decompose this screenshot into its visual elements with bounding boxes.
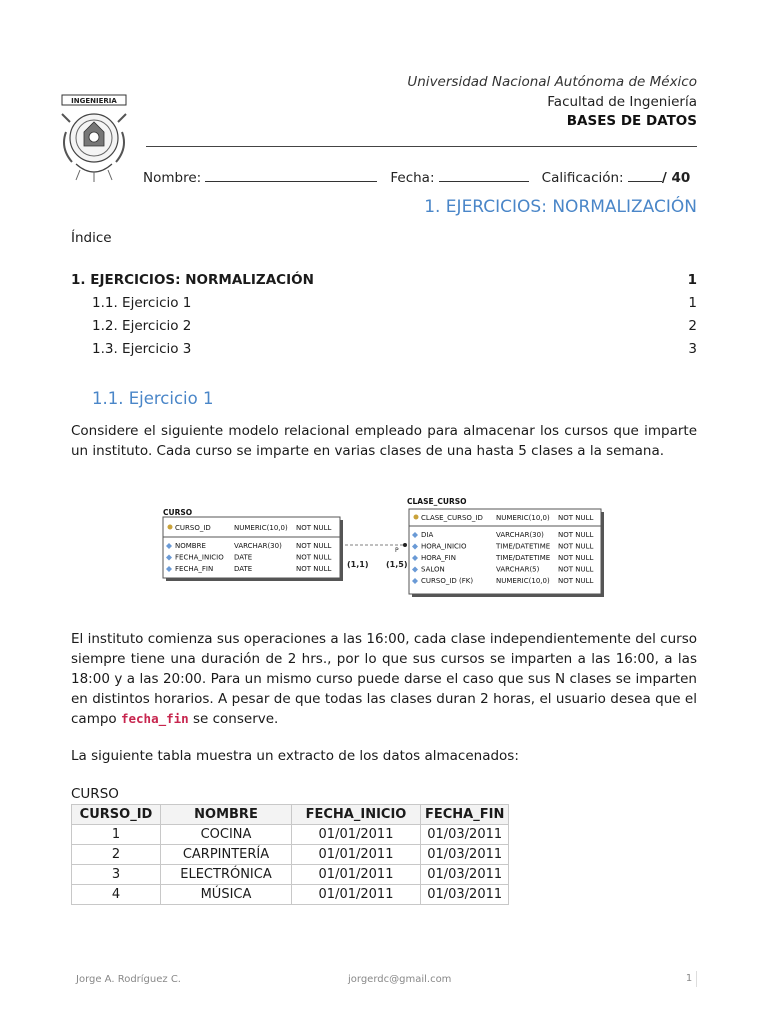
field-name-code: fecha_fin <box>120 711 189 726</box>
table-cell: 01/01/2011 <box>292 865 421 885</box>
table-cell: COCINA <box>161 825 292 845</box>
table-cell: CARPINTERÍA <box>161 845 292 865</box>
toc-entry-label: 1. EJERCICIOS: NORMALIZACIÓN <box>71 272 314 288</box>
er-column-name: HORA_FIN <box>421 554 456 562</box>
toc-entry[interactable] <box>71 341 697 361</box>
er-column-type: DATE <box>234 565 253 573</box>
er-column-name: HORA_INICIO <box>421 542 467 551</box>
subsection-title: 1.1. Ejercicio 1 <box>92 389 214 408</box>
er-column-null: NOT NULL <box>296 565 332 573</box>
section-title: 1. EJERCICIOS: NORMALIZACIÓN <box>424 197 697 217</box>
table-of-contents <box>71 272 697 362</box>
toc-entry-label: 1.1. Ejercicio 1 <box>92 295 192 311</box>
er-diagram <box>160 493 610 598</box>
svg-text:NOT NULL: NOT NULL <box>558 514 594 522</box>
svg-text:NUMERIC(10,0): NUMERIC(10,0) <box>234 524 288 532</box>
table-cell: 01/01/2011 <box>292 845 421 865</box>
university-name: Universidad Nacional Autónoma de México <box>407 74 697 90</box>
description-paragraph: El instituto comienza sus operaciones a las 16:00, cada clase independientemente del curso siempre tiene una duración de 2 hrs., por lo que sus cursos se imparten a las 16:00, a las 18:00 y a las 20:00. Para un mismo curso puede darse el caso que sus N clases se imparten en distintos horarios. A pesar de que todas las clases duran 2 horas, el usuario desea que el campo fecha_fin se conserve. <box>71 631 697 727</box>
footer-author: Jorge A. Rodríguez C. <box>76 974 181 985</box>
student-fields <box>143 170 690 186</box>
unam-engineering-seal <box>56 92 132 184</box>
table-header-cell: FECHA_INICIO <box>292 805 421 825</box>
toc-entry-label: 1.2. Ejercicio 2 <box>92 318 192 334</box>
table-cell: 01/03/2011 <box>421 865 509 885</box>
er-column-type: VARCHAR(30) <box>496 531 544 539</box>
svg-text:NOT NULL: NOT NULL <box>296 524 332 532</box>
table-cell: 01/01/2011 <box>292 825 421 845</box>
svg-text:CURSO_ID: CURSO_ID <box>175 524 211 532</box>
course-name: BASES DE DATOS <box>566 113 697 129</box>
table-cell: 4 <box>72 885 161 905</box>
table-intro-paragraph: La siguiente tabla muestra un extracto de los datos almacenados: <box>71 748 519 764</box>
er-column-name: NOMBRE <box>175 542 206 550</box>
svg-text:NUMERIC(10,0): NUMERIC(10,0) <box>496 514 550 522</box>
er-column-type: TIME/DATETIME <box>496 554 551 562</box>
nombre-blank <box>205 170 377 182</box>
footer-page-number: 1 <box>682 971 697 987</box>
er-column-name: SALON <box>421 565 445 574</box>
svg-text:INGENIERIA: INGENIERIA <box>71 97 117 105</box>
table-row <box>72 885 509 905</box>
svg-text:P: P <box>395 547 399 554</box>
toc-entry-page: 1 <box>687 272 697 288</box>
svg-text:(1,1): (1,1) <box>347 560 369 569</box>
table-caption: CURSO <box>71 786 119 802</box>
faculty-name: Facultad de Ingeniería <box>547 94 697 110</box>
er-column-type: DATE <box>234 553 253 562</box>
er-column-type: NUMERIC(10,0) <box>496 577 550 585</box>
toc-heading: Índice <box>71 230 112 246</box>
svg-text:(1,5): (1,5) <box>386 560 408 569</box>
er-column-null: NOT NULL <box>558 565 594 574</box>
toc-entry[interactable] <box>71 318 697 338</box>
fecha-label: Fecha: <box>390 170 435 186</box>
table-cell: 3 <box>72 865 161 885</box>
er-column-null: NOT NULL <box>296 542 332 550</box>
er-column-name: DIA <box>421 531 434 539</box>
table-cell: 01/03/2011 <box>421 845 509 865</box>
table-header-row <box>72 805 509 825</box>
table-header-cell: NOMBRE <box>161 805 292 825</box>
table-cell: 01/03/2011 <box>421 825 509 845</box>
toc-entry-page: 2 <box>688 318 697 334</box>
max-score: / 40 <box>661 170 691 186</box>
fecha-blank <box>439 170 529 182</box>
table-row <box>72 845 509 865</box>
er-column-null: NOT NULL <box>558 542 594 551</box>
toc-entry-label: 1.3. Ejercicio 3 <box>92 341 192 357</box>
svg-text:CLASE_CURSO_ID: CLASE_CURSO_ID <box>421 514 483 522</box>
calificacion-label: Calificación: <box>541 170 624 186</box>
er-column-name: FECHA_INICIO <box>175 553 224 562</box>
er-column-type: TIME/DATETIME <box>496 542 551 551</box>
table-cell: 01/01/2011 <box>292 885 421 905</box>
curso-entity-name: CURSO <box>163 508 193 517</box>
toc-entry-page: 3 <box>688 341 697 357</box>
table-cell: 01/03/2011 <box>421 885 509 905</box>
table-row <box>72 865 509 885</box>
er-column-null: NOT NULL <box>558 554 594 562</box>
curso-data-table <box>71 804 509 905</box>
nombre-label: Nombre: <box>143 170 202 186</box>
header-rule <box>146 146 697 147</box>
intro-paragraph: Considere el siguiente modelo relacional empleado para almacenar los cursos que imparte un instituto. Cada curso se imparte en varias clases de una hasta 5 clases a la semana. <box>71 423 697 459</box>
toc-entry[interactable] <box>71 272 697 292</box>
toc-entry-page: 1 <box>688 295 697 311</box>
table-cell: 1 <box>72 825 161 845</box>
er-column-name: FECHA_FIN <box>175 565 214 573</box>
svg-text:CLASE_CURSO: CLASE_CURSO <box>407 497 467 506</box>
table-cell: ELECTRÓNICA <box>161 865 292 885</box>
table-cell: 2 <box>72 845 161 865</box>
er-column-type: VARCHAR(30) <box>234 542 282 550</box>
calificacion-blank <box>628 170 662 182</box>
table-header-cell: FECHA_FIN <box>421 805 509 825</box>
table-cell: MÚSICA <box>161 885 292 905</box>
key-icon <box>168 525 173 530</box>
toc-entry[interactable] <box>71 295 697 315</box>
footer-email[interactable]: jorgerdc@gmail.com <box>348 974 452 985</box>
table-header-cell: CURSO_ID <box>72 805 161 825</box>
er-column-null: NOT NULL <box>296 553 332 562</box>
table-row <box>72 825 509 845</box>
er-column-name: CURSO_ID (FK) <box>421 577 474 585</box>
er-column-null: NOT NULL <box>558 577 594 585</box>
er-column-type: VARCHAR(5) <box>496 565 540 574</box>
er-column-null: NOT NULL <box>558 531 594 539</box>
